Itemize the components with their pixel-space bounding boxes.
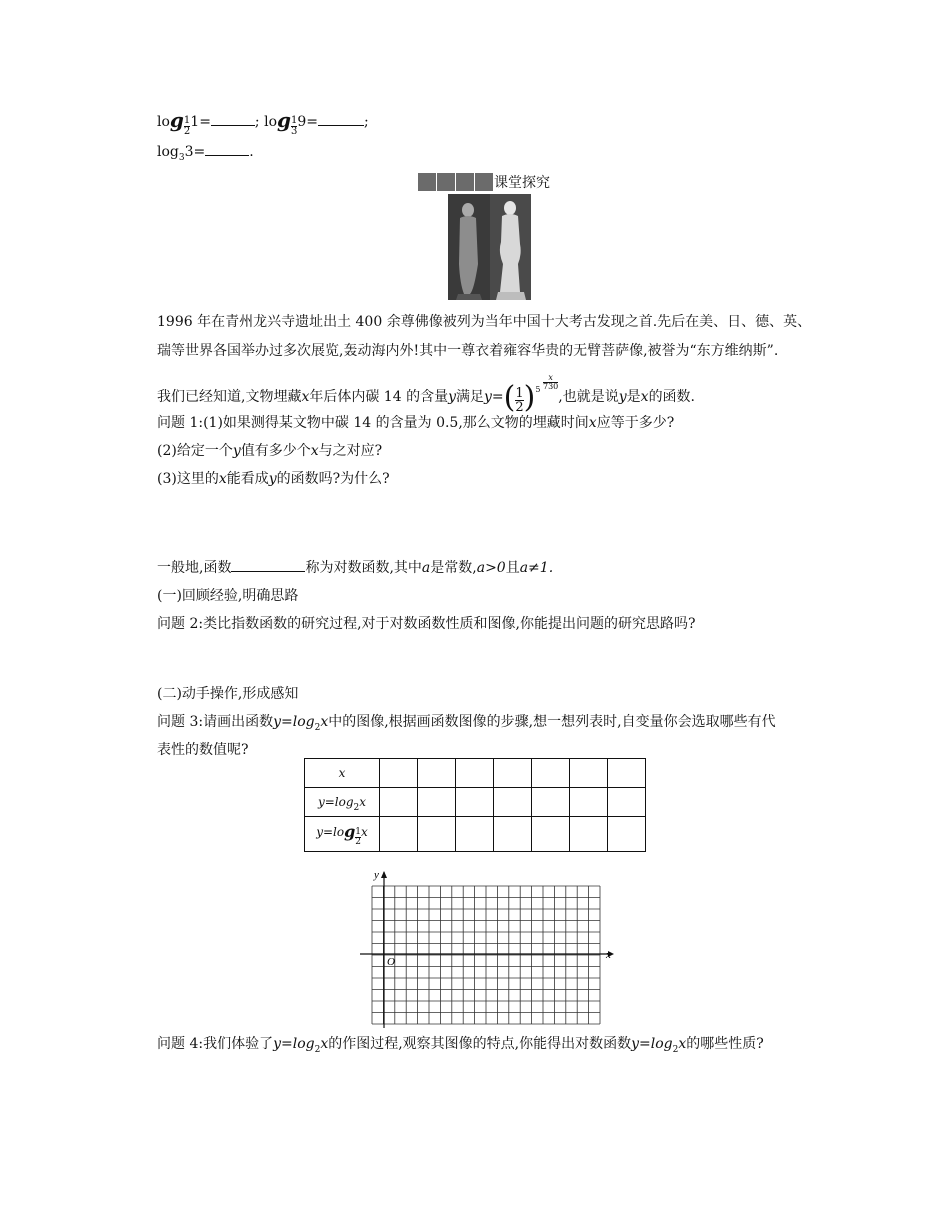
- table-cell[interactable]: [608, 759, 646, 788]
- formula-paren-open: (: [503, 380, 516, 415]
- equals: =: [193, 144, 206, 160]
- table-cell[interactable]: [570, 817, 608, 852]
- equals: =: [306, 114, 319, 130]
- function: y=lo: [316, 824, 345, 839]
- var-x: x: [640, 389, 649, 405]
- header-block: [475, 173, 493, 191]
- text: 值有多少个: [240, 443, 311, 459]
- var-y: y: [268, 471, 277, 487]
- text: 的函数吗?为什么?: [276, 471, 390, 487]
- formula-lhs: y=: [484, 389, 504, 405]
- part-2-heading: (二)动手操作,形成感知: [157, 686, 299, 702]
- var-x: x: [361, 824, 368, 839]
- condition: a>0: [476, 560, 506, 576]
- frac-den: 2: [355, 836, 362, 847]
- exercise-line-1: [157, 108, 369, 137]
- table-cell[interactable]: [570, 788, 608, 817]
- condition: a≠1.: [519, 560, 554, 576]
- exp-num: x: [548, 373, 553, 382]
- text: (2)给定一个: [157, 443, 233, 459]
- story-para1-line2: 瑞等世界各国举办过多次展览,轰动海内外!其中一尊衣着雍容华贵的无臂菩萨像,被誉为“东方维纳斯”.: [157, 343, 779, 359]
- log-base: 3: [178, 153, 185, 163]
- question-2: 问题 2:类比指数函数的研究过程,对于对数函数性质和图像,你能提出问题的研究思路吗?: [157, 616, 696, 632]
- formula-fraction: [515, 387, 523, 414]
- log-g: g: [344, 821, 356, 841]
- table-cell[interactable]: [456, 817, 494, 852]
- question-1-part2: [157, 440, 382, 460]
- table-row: [305, 788, 646, 817]
- answer-blank-1[interactable]: [211, 125, 255, 126]
- exp-den: 730: [543, 382, 559, 391]
- log-base: 2: [353, 803, 360, 813]
- text: 是: [626, 389, 641, 405]
- text: 满足: [456, 389, 484, 405]
- text: 是常数,: [430, 560, 477, 576]
- table-cell[interactable]: [532, 817, 570, 852]
- text: 且: [505, 560, 520, 576]
- question-3-line2: 表性的数值呢?: [157, 742, 249, 758]
- coordinate-grid: [360, 866, 620, 1028]
- text: 中的图像,根据画函数图像的步骤,想一想列表时,自变量你会选取哪些有代: [328, 714, 776, 730]
- row-label-log2: [305, 788, 380, 817]
- question-1-part1: [157, 412, 674, 432]
- var-x: x: [320, 1036, 329, 1052]
- story-para2: [157, 374, 695, 415]
- frac-den: 3: [290, 126, 298, 137]
- var-x: x: [588, 415, 597, 431]
- grid-svg: [360, 866, 620, 1028]
- row-label-log-half: [305, 817, 380, 852]
- var-y: y: [448, 389, 456, 405]
- frac-num: 1: [183, 115, 191, 126]
- text: 的作图过程,观察其图像的特点,你能得出对数函数: [328, 1036, 632, 1052]
- table-cell[interactable]: [532, 788, 570, 817]
- definition-blank[interactable]: [231, 571, 305, 572]
- x-axis-label: x: [606, 949, 611, 961]
- table-cell[interactable]: [418, 788, 456, 817]
- table-cell[interactable]: [570, 759, 608, 788]
- table-row: [305, 817, 646, 852]
- var-x: x: [301, 389, 310, 405]
- y-axis-label: y: [374, 869, 379, 881]
- section-header: [418, 172, 550, 192]
- header-block: [437, 173, 455, 191]
- table-cell[interactable]: [380, 759, 418, 788]
- frac-num: 1: [355, 826, 362, 837]
- log-prefix: lo: [157, 114, 170, 130]
- statues-photo: [448, 194, 531, 300]
- text: 与之对应?: [318, 443, 383, 459]
- var-y: y: [232, 443, 241, 459]
- question-4: [157, 1033, 764, 1053]
- section-title: 课堂探究: [494, 175, 550, 191]
- table-row: [305, 759, 646, 788]
- frac-den: 2: [515, 400, 524, 415]
- log-prefix: lo: [264, 114, 277, 130]
- value-table: [304, 758, 646, 852]
- table-cell[interactable]: [456, 788, 494, 817]
- text: (3)这里的: [157, 471, 219, 487]
- log-prefix: log: [157, 144, 179, 160]
- var-y: y: [618, 389, 627, 405]
- frac-den: 2: [183, 126, 191, 137]
- text: 年后体内碳 14 的含量: [309, 389, 449, 405]
- var-x: x: [359, 795, 367, 809]
- exp-5: 5: [535, 385, 541, 394]
- var-x: x: [678, 1036, 687, 1052]
- var-a: a: [421, 560, 431, 576]
- answer-blank-2[interactable]: [318, 125, 364, 126]
- statues-illustration: [448, 194, 531, 300]
- definition-line: [157, 557, 553, 577]
- log-base: 2: [314, 1045, 321, 1055]
- log-g: g: [169, 108, 184, 132]
- text: 应等于多少?: [596, 415, 675, 431]
- y-axis-arrow: [381, 871, 387, 878]
- function: y=log: [273, 1036, 315, 1052]
- table-cell[interactable]: [494, 788, 532, 817]
- text: 问题 4:我们体验了: [157, 1036, 274, 1052]
- table-cell[interactable]: [418, 759, 456, 788]
- formula-paren-close: ): [523, 380, 536, 415]
- table-cell[interactable]: [608, 788, 646, 817]
- text: ,也就是说: [558, 389, 619, 405]
- table-cell[interactable]: [456, 759, 494, 788]
- separator: ;: [364, 114, 369, 130]
- text: 称为对数函数,其中: [305, 560, 422, 576]
- table-cell[interactable]: [494, 759, 532, 788]
- function: y=log: [631, 1036, 673, 1052]
- table-cell[interactable]: [608, 817, 646, 852]
- log-arg: 9: [297, 114, 307, 130]
- log-g: g: [277, 108, 291, 132]
- table-cell[interactable]: [532, 759, 570, 788]
- formula-exponent: [535, 374, 558, 394]
- log-base: 2: [314, 723, 321, 733]
- exercise-line-2: [157, 144, 254, 163]
- var-x: x: [310, 443, 319, 459]
- table-cell[interactable]: [380, 817, 418, 852]
- origin-label: O: [387, 956, 395, 968]
- table-cell[interactable]: [418, 817, 456, 852]
- log-base: 2: [672, 1045, 679, 1055]
- text: 问题 1:(1)如果测得某文物中碳 14 的含量为 0.5,那么文物的埋藏时间: [157, 415, 589, 431]
- text: 的哪些性质?: [686, 1036, 764, 1052]
- separator: ;: [254, 114, 260, 130]
- header-block: [456, 173, 474, 191]
- var-x: x: [320, 714, 329, 730]
- log-arg: 3: [184, 144, 194, 160]
- text: 我们已经知道,文物埋藏: [157, 389, 302, 405]
- question-1-part3: [157, 468, 390, 488]
- text: 一般地,函数: [157, 560, 232, 576]
- table-cell[interactable]: [380, 788, 418, 817]
- function: y=log: [317, 795, 354, 809]
- text: 能看成: [226, 471, 269, 487]
- equals: =: [199, 114, 211, 130]
- frac-num: 1: [290, 115, 298, 126]
- text: 的函数.: [648, 389, 696, 405]
- header-block: [418, 173, 436, 191]
- row-label-x: x: [305, 759, 380, 788]
- question-3-line1: [157, 711, 776, 731]
- text: 问题 3:请画出函数: [157, 714, 274, 730]
- function: y=log: [273, 714, 315, 730]
- story-para1-line1: 1996 年在青州龙兴寺遗址出土 400 余尊佛像被列为当年中国十大考古发现之首.先后在美、日、德、英、: [157, 314, 812, 330]
- frac-num: 1: [515, 386, 524, 401]
- period: .: [249, 144, 254, 160]
- table-cell[interactable]: [494, 817, 532, 852]
- var-x: x: [218, 471, 227, 487]
- log-arg: 1: [190, 114, 200, 130]
- answer-blank-3[interactable]: [205, 155, 249, 156]
- part-1-heading: (一)回顾经验,明确思路: [157, 588, 299, 604]
